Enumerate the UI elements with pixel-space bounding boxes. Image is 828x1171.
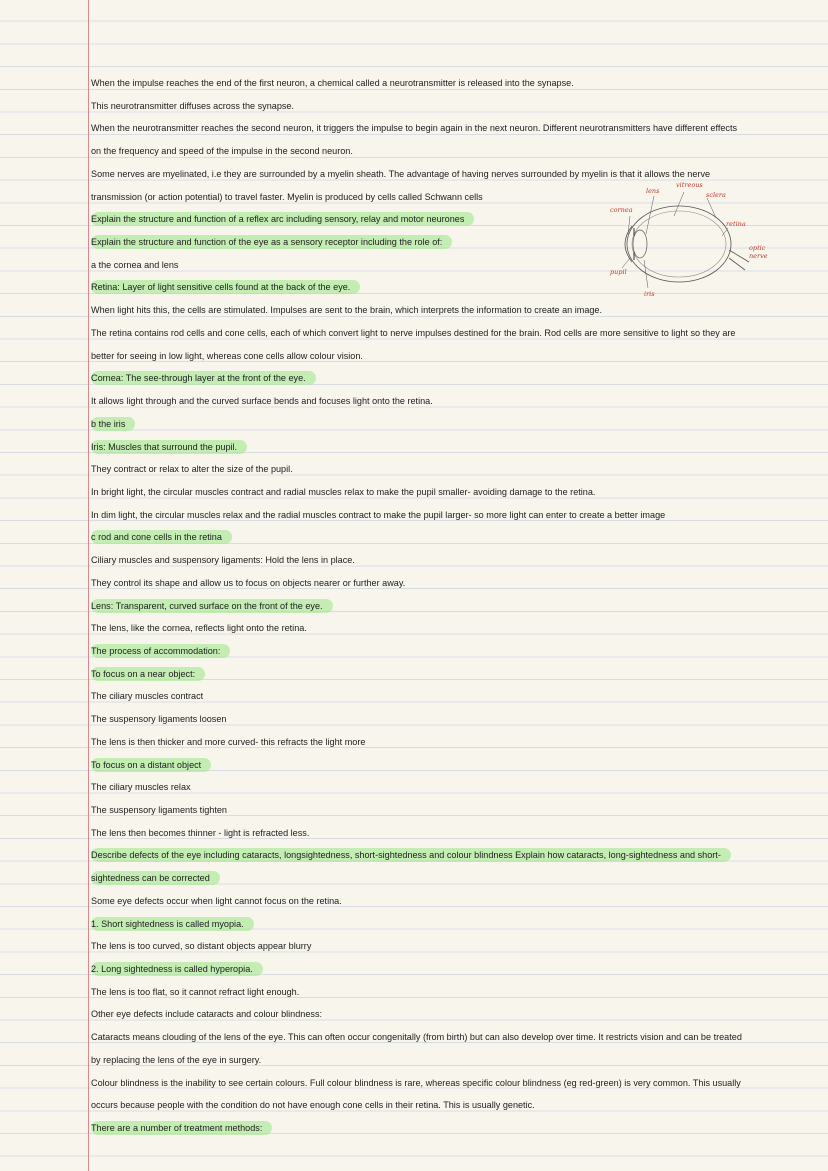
highlighted-text: 2. Long sightedness is called hyperopia.: [91, 962, 263, 976]
line-text: The lens is then thicker and more curved- this refracts the light more: [91, 736, 366, 747]
text-line: [91, 1094, 821, 1117]
highlighted-text: Lens: Transparent, curved surface on the front of the eye.: [91, 599, 333, 613]
line-text: The lens, like the cornea, reflects light onto the retina.: [91, 623, 307, 634]
line-text: The suspensory ligaments tighten: [91, 805, 227, 815]
text-line: [91, 1117, 821, 1140]
highlighted-text: Cornea: The see-through layer at the front of the eye.: [91, 371, 316, 385]
line-text: by replacing the lens of the eye in surgery.: [91, 1054, 262, 1065]
text-line: [91, 890, 821, 913]
text-line: [91, 799, 821, 822]
line-text: They control its shape and allow us to focus on objects nearer or further away.: [91, 577, 406, 588]
text-line: [91, 935, 821, 958]
text-line: [91, 708, 821, 731]
text-line: [91, 640, 821, 663]
text-line: [91, 685, 821, 708]
line-text: The lens then becomes thinner - light is refracted less.: [91, 827, 310, 838]
highlighted-text: b the iris: [91, 417, 135, 431]
line-text: Ciliary muscles and suspensory ligaments: Hold the lens in place.: [91, 555, 355, 566]
text-line: [91, 844, 821, 867]
highlighted-text: sightedness can be corrected: [91, 871, 220, 885]
line-text: Some nerves are myelinated, i.e they are surrounded by a myelin sheath. The advantage of having nerves surrounded by myelin is that it allows the nerve: [91, 168, 711, 179]
text-line: [91, 867, 821, 890]
line-text: occurs because people with the condition do not have enough cone cells in their retina. This is usually genetic.: [91, 1100, 535, 1111]
eye-label-nerve: nerve: [749, 252, 768, 260]
highlighted-text: The process of accommodation:: [91, 644, 230, 658]
text-line: [91, 617, 821, 640]
highlighted-text: There are a number of treatment methods:: [91, 1121, 272, 1135]
text-line: [91, 390, 821, 413]
text-line: [91, 595, 821, 618]
line-text: on the frequency and speed of the impulse in the second neuron.: [91, 146, 353, 157]
line-text: They contract or relax to alter the size of the pupil.: [91, 464, 293, 475]
text-line: [91, 981, 821, 1004]
text-line: [91, 1049, 821, 1072]
text-line: [91, 958, 821, 981]
text-line: [91, 754, 821, 777]
text-line: [91, 140, 821, 163]
line-text: better for seeing in low light, whereas cone cells allow colour vision.: [91, 350, 363, 361]
highlighted-text: 1. Short sightedness is called myopia.: [91, 917, 254, 931]
line-text: When the impulse reaches the end of the first neuron, a chemical called a neurotransmitter is released into the synapse.: [91, 78, 574, 88]
eye-label-pupil: pupil: [610, 268, 627, 276]
line-text: Other eye defects include cataracts and colour blindness:: [91, 1009, 323, 1020]
line-text: It allows light through and the curved surface bends and focuses light onto the retina.: [91, 396, 433, 407]
text-line: [91, 345, 821, 368]
text-line: [91, 504, 821, 527]
line-text: In bright light, the circular muscles contract and radial muscles relax to make the pupil smaller- avoiding damage to the retina.: [91, 486, 596, 497]
text-line: [91, 1026, 821, 1049]
line-text: The ciliary muscles relax: [91, 782, 191, 793]
line-text: When light hits this, the cells are stimulated. Impulses are sent to the brain, which interprets the information to create an image.: [91, 305, 603, 316]
eye-label-vitreous: vitreous: [676, 181, 703, 189]
text-line: [91, 481, 821, 504]
text-line: [91, 117, 821, 140]
highlighted-text: To focus on a distant object: [91, 758, 211, 772]
highlighted-text: Iris: Muscles that surround the pupil.: [91, 440, 247, 454]
line-text: When the neurotransmitter reaches the second neuron, it triggers the impulse to begin again in the next neuron. Different neurotransmitters have different effects: [91, 123, 738, 134]
text-line: [91, 776, 821, 799]
line-text: The suspensory ligaments loosen: [91, 714, 227, 725]
eye-diagram-icon: [604, 176, 768, 301]
text-line: [91, 458, 821, 481]
margin-line: [88, 0, 89, 1171]
text-line: [91, 322, 821, 345]
line-text: transmission (or action potential) to travel faster. Myelin is produced by cells called Schwann cells: [91, 191, 483, 202]
text-line: [91, 1072, 821, 1095]
highlighted-text: Retina: Layer of light sensitive cells found at the back of the eye.: [91, 280, 360, 294]
text-line: [91, 663, 821, 686]
line-text: Colour blindness is the inability to see certain colours. Full colour blindness is rare, whereas specific colour blindness (eg red-green) is very common. This usually: [91, 1077, 741, 1088]
text-line: [91, 731, 821, 754]
eye-label-optic: optic: [749, 244, 766, 252]
eye-label-sclera: sclera: [706, 191, 726, 199]
line-text: The lens is too flat, so it cannot refract light enough.: [91, 986, 300, 997]
text-line: [91, 822, 821, 845]
eye-label-cornea: cornea: [610, 206, 633, 214]
text-line: [91, 1003, 821, 1026]
highlighted-text: Explain the structure and function of a reflex arc including sensory, relay and motor neurones: [91, 212, 474, 226]
text-line: [91, 572, 821, 595]
highlighted-text: To focus on a near object:: [91, 667, 205, 681]
text-line: [91, 526, 821, 549]
line-text: Cataracts means clouding of the lens of the eye. This can often occur congenitally (from birth) but can also develop over time. It restricts vision and can be treated: [91, 1032, 742, 1043]
line-text: In dim light, the circular muscles relax and the radial muscles contract to make the pupil larger- so more light can enter to create a better image: [91, 509, 666, 520]
line-text: Some eye defects occur when light cannot focus on the retina.: [91, 895, 342, 906]
highlighted-text: Explain the structure and function of the eye as a sensory receptor including the role of:: [91, 235, 452, 249]
eye-label-iris: iris: [644, 290, 655, 298]
line-text: The retina contains rod cells and cone cells, each of which convert light to nerve impulses destined for the brain. Rod cells are more sensitive to light so they are: [91, 327, 736, 338]
text-line: [91, 549, 821, 572]
highlighted-text: Describe defects of the eye including cataracts, longsightedness, short-sightedness and colour blindness Explain how cataracts, long-sightedness and short-: [91, 848, 731, 862]
highlighted-text: c rod and cone cells in the retina: [91, 530, 232, 544]
line-text: a the cornea and lens: [91, 259, 179, 270]
line-text: The ciliary muscles contract: [91, 691, 204, 702]
line-text: This neurotransmitter diffuses across the synapse.: [91, 100, 295, 111]
text-line: [91, 913, 821, 936]
text-line: [91, 367, 821, 390]
text-line: [91, 95, 821, 118]
text-line: [91, 436, 821, 459]
text-line: [91, 299, 821, 322]
eye-label-retina: retina: [726, 220, 746, 228]
text-line: [91, 72, 821, 95]
text-line: [91, 413, 821, 436]
eye-label-lens: lens: [646, 187, 660, 195]
line-text: The lens is too curved, so distant objects appear blurry: [91, 941, 312, 952]
